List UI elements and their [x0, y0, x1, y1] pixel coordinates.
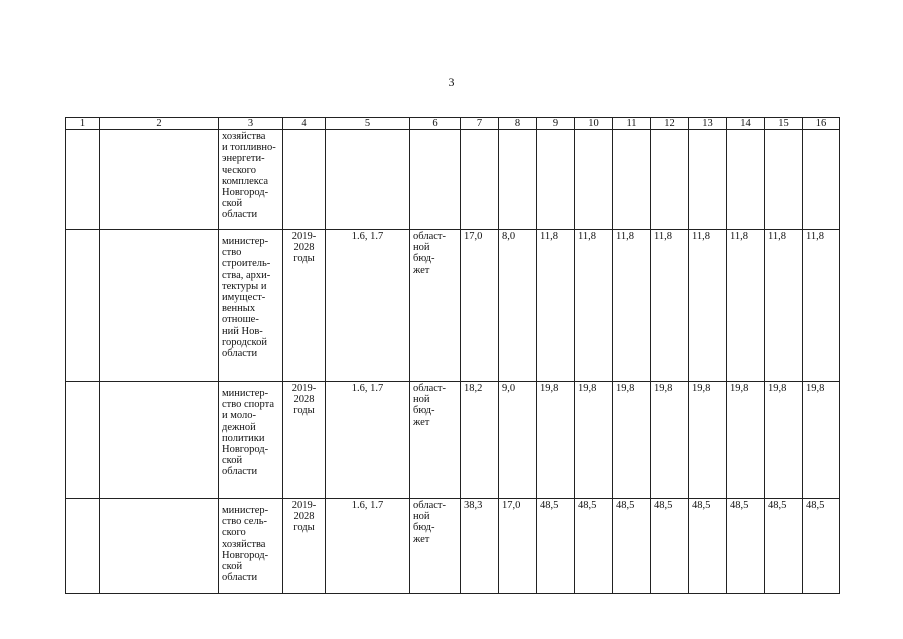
value-cell [765, 130, 803, 230]
value-cell: 48,5 [537, 499, 575, 594]
value-cell: 17,0 [499, 499, 537, 594]
table-row [66, 382, 840, 499]
value-cell: 48,5 [689, 499, 727, 594]
indicator-cell: 1.6, 1.7 [326, 382, 410, 499]
period-cell [283, 130, 326, 230]
measure-name-cell [100, 230, 219, 382]
funding-source-cell: област- ной бюд- жет [410, 382, 461, 499]
value-cell: 11,8 [727, 230, 765, 382]
column-header-16: 16 [803, 118, 840, 130]
column-header-14: 14 [727, 118, 765, 130]
measure-name-cell [100, 499, 219, 594]
value-cell: 19,8 [613, 382, 651, 499]
row-number-cell [66, 130, 100, 230]
value-cell: 48,5 [765, 499, 803, 594]
value-cell: 11,8 [689, 230, 727, 382]
funding-source-cell: област- ной бюд- жет [410, 499, 461, 594]
column-header-8: 8 [499, 118, 537, 130]
value-cell: 17,0 [461, 230, 499, 382]
executor-cell: министер- ство сель- ского хозяйства Новгород- ской области [219, 499, 283, 594]
value-cell: 11,8 [575, 230, 613, 382]
value-cell: 19,8 [651, 382, 689, 499]
value-cell: 48,5 [727, 499, 765, 594]
page-number: 3 [448, 75, 455, 89]
table-row [66, 499, 840, 594]
value-cell: 48,5 [651, 499, 689, 594]
column-header-12: 12 [651, 118, 689, 130]
value-cell: 9,0 [499, 382, 537, 499]
value-cell: 8,0 [499, 230, 537, 382]
value-cell [727, 130, 765, 230]
column-header-1: 1 [66, 118, 100, 130]
table-row [66, 230, 840, 382]
column-header-3: 3 [219, 118, 283, 130]
table-header-row [66, 118, 840, 130]
column-header-10: 10 [575, 118, 613, 130]
indicator-cell: 1.6, 1.7 [326, 499, 410, 594]
column-header-5: 5 [326, 118, 410, 130]
value-cell [651, 130, 689, 230]
value-cell [537, 130, 575, 230]
value-cell: 11,8 [803, 230, 840, 382]
period-cell: 2019- 2028 годы [283, 499, 326, 594]
measure-name-cell [100, 130, 219, 230]
value-cell: 48,5 [575, 499, 613, 594]
executor-cell: министер- ство строитель- ства, архи- тектуры и имущест- венных отноше- ний Нов- городской области [219, 230, 283, 382]
value-cell: 11,8 [613, 230, 651, 382]
value-cell: 19,8 [689, 382, 727, 499]
row-number-cell [66, 230, 100, 382]
column-header-9: 9 [537, 118, 575, 130]
value-cell: 19,8 [537, 382, 575, 499]
value-cell: 18,2 [461, 382, 499, 499]
value-cell [803, 130, 840, 230]
column-header-6: 6 [410, 118, 461, 130]
column-header-4: 4 [283, 118, 326, 130]
row-number-cell [66, 499, 100, 594]
value-cell: 11,8 [651, 230, 689, 382]
period-cell: 2019- 2028 годы [283, 230, 326, 382]
column-header-2: 2 [100, 118, 219, 130]
column-header-7: 7 [461, 118, 499, 130]
measure-name-cell [100, 382, 219, 499]
value-cell [689, 130, 727, 230]
value-cell [461, 130, 499, 230]
value-cell: 48,5 [803, 499, 840, 594]
value-cell: 38,3 [461, 499, 499, 594]
value-cell: 19,8 [803, 382, 840, 499]
value-cell: 11,8 [537, 230, 575, 382]
period-cell: 2019- 2028 годы [283, 382, 326, 499]
budget-table [65, 117, 840, 594]
indicator-cell: 1.6, 1.7 [326, 230, 410, 382]
executor-cell: министер- ство спорта и моло- дежной политики Новгород- ской области [219, 382, 283, 499]
value-cell: 48,5 [613, 499, 651, 594]
value-cell: 19,8 [575, 382, 613, 499]
value-cell: 19,8 [765, 382, 803, 499]
value-cell: 19,8 [727, 382, 765, 499]
column-header-15: 15 [765, 118, 803, 130]
value-cell [613, 130, 651, 230]
value-cell [575, 130, 613, 230]
funding-source-cell [410, 130, 461, 230]
row-number-cell [66, 382, 100, 499]
funding-source-cell: област- ной бюд- жет [410, 230, 461, 382]
column-header-13: 13 [689, 118, 727, 130]
column-header-11: 11 [613, 118, 651, 130]
value-cell: 11,8 [765, 230, 803, 382]
table-row [66, 130, 840, 230]
indicator-cell [326, 130, 410, 230]
executor-cell: хозяйства и топливно- энергети- ческого комплекса Новгород- ской области [219, 130, 283, 230]
value-cell [499, 130, 537, 230]
